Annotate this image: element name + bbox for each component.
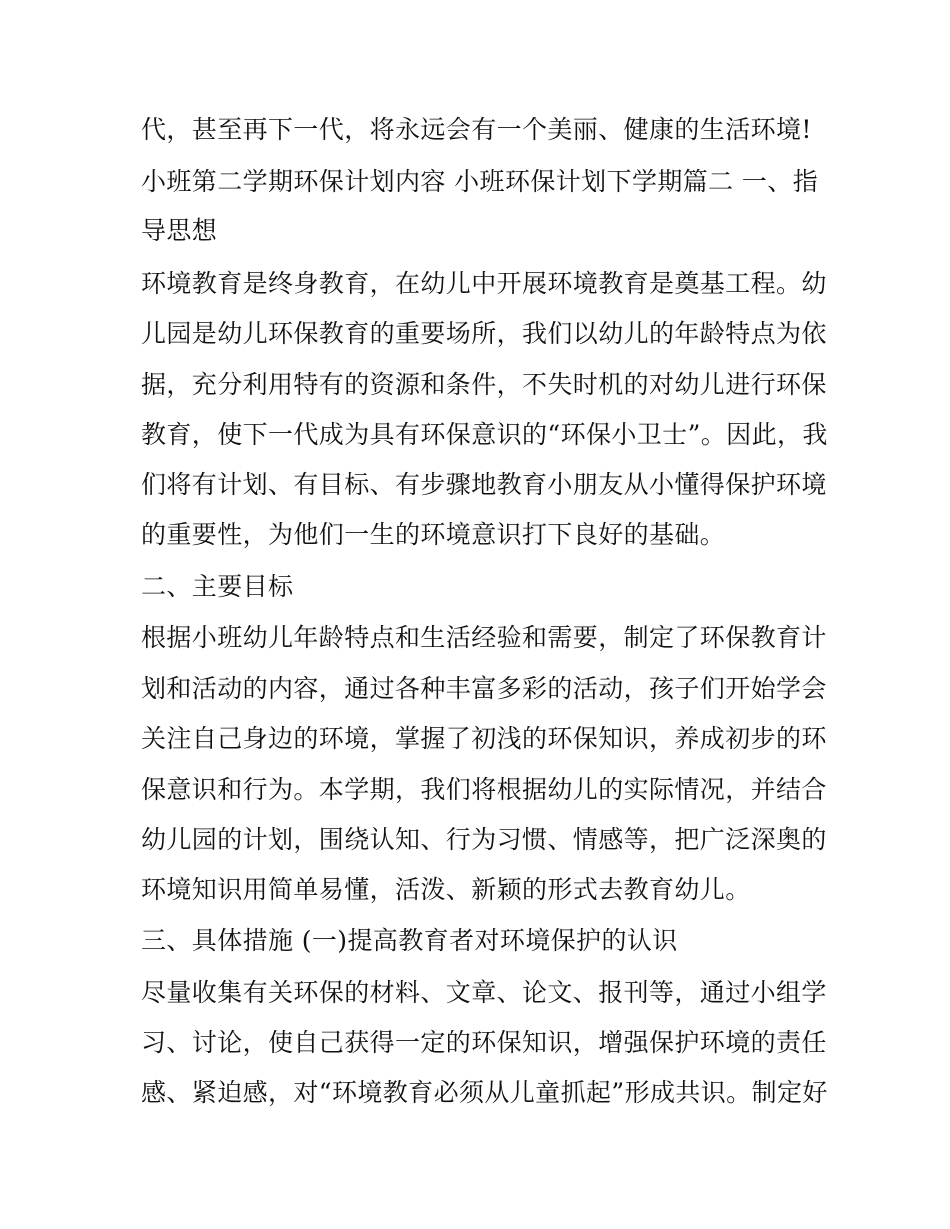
text-line: 导思想 bbox=[141, 216, 218, 245]
text-line: 们将有计划、有目标、有步骤地教育小朋友从小懂得保护环境 bbox=[141, 470, 827, 499]
text-line: 习、讨论，使自己获得一定的环保知识，增强保护环境的责任 bbox=[141, 1028, 827, 1057]
text-line: 感、紧迫感，对“环境教育必须从儿童抓起”形成共识。制定好 bbox=[141, 1078, 828, 1107]
text-line: 代，甚至再下一代，将永远会有一个美丽、健康的生活环境! bbox=[141, 115, 812, 144]
text-line: 幼儿园的计划，围绕认知、行为习惯、情感等，把广泛深奥的 bbox=[141, 825, 827, 854]
text-line: 根据小班幼儿年龄特点和生活经验和需要，制定了环保教育计 bbox=[141, 623, 827, 652]
text-line: 的重要性，为他们一生的环境意识打下良好的基础。 bbox=[141, 520, 726, 549]
text-line: 关注自己身边的环境，掌握了初浅的环保知识，养成初步的环 bbox=[141, 724, 827, 753]
text-line: 教育，使下一代成为具有环保意识的“环保小卫士”。因此，我 bbox=[141, 420, 828, 449]
text-line: 环境知识用简单易懂，活泼、新颖的形式去教育幼儿。 bbox=[141, 875, 751, 904]
section-heading: 三、具体措施 (一)提高教育者对环境保护的认识 bbox=[141, 926, 678, 955]
text-line: 划和活动的内容，通过各种丰富多彩的活动，孩子们开始学会 bbox=[141, 674, 827, 703]
text-line: 尽量收集有关环保的材料、文章、论文、报刊等，通过小组学 bbox=[141, 978, 827, 1007]
section-heading: 二、主要目标 bbox=[141, 572, 294, 601]
text-line: 保意识和行为。本学期，我们将根据幼儿的实际情况，并结合 bbox=[141, 775, 827, 804]
text-line: 小班第二学期环保计划内容 小班环保计划下学期篇二 一、指 bbox=[141, 167, 819, 196]
text-line: 环境教育是终身教育，在幼儿中开展环境教育是奠基工程。幼 bbox=[141, 269, 827, 298]
text-line: 儿园是幼儿环保教育的重要场所，我们以幼儿的年龄特点为依 bbox=[141, 319, 827, 348]
text-line: 据，充分利用特有的资源和条件，不失时机的对幼儿进行环保 bbox=[141, 370, 827, 399]
